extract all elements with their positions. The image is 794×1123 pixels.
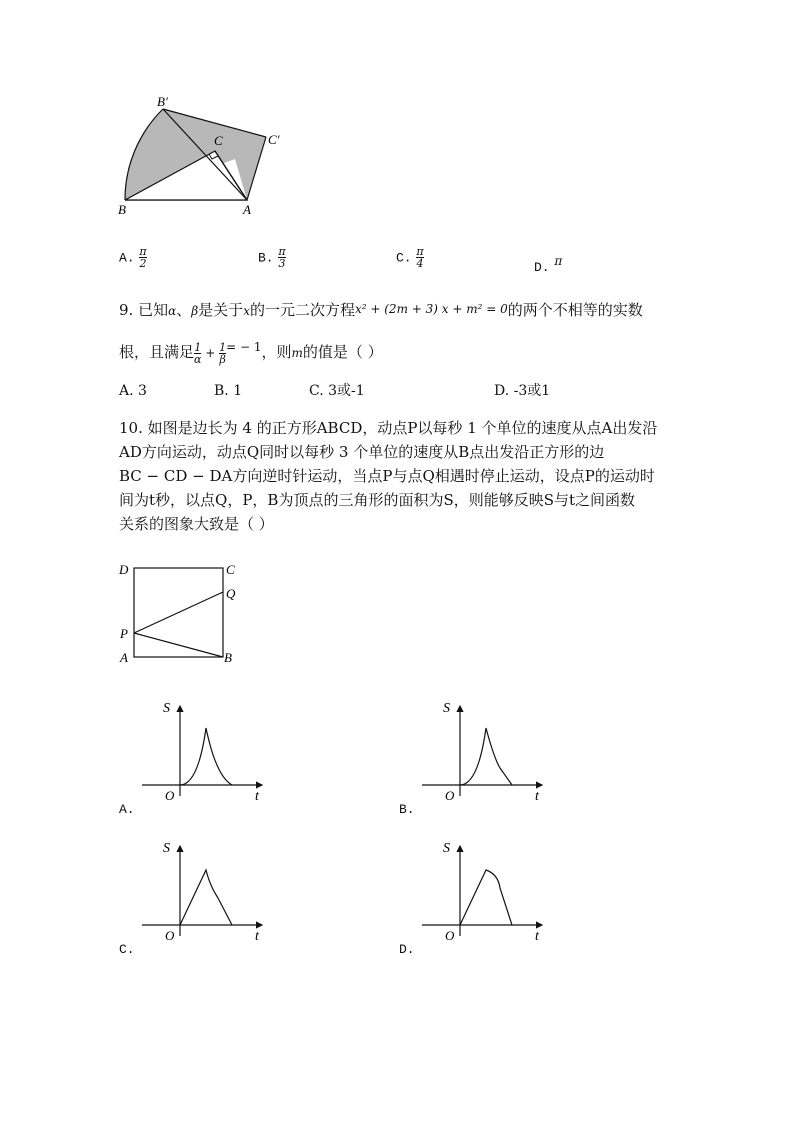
graph-option-a-label: A.: [119, 802, 135, 817]
svg-text:S: S: [163, 701, 170, 716]
q9-option-b[interactable]: B. 1: [214, 383, 243, 399]
svg-text:O: O: [165, 928, 175, 943]
q8-option-d[interactable]: D. $^\pi$: [534, 254, 563, 275]
q10-line2: AD方向运动，动点Q同时以每秒 3 个单位的速度从B点出发沿正方形的边: [119, 443, 605, 461]
svg-text:S: S: [163, 841, 170, 856]
q8-option-b[interactable]: B. $\frac{\pi}{3}$: [258, 245, 286, 270]
q10-line3: BC − CD − DA方向逆时针运动，当点P与点Q相遇时停止运动，设点P的运动时: [119, 467, 655, 485]
graph-option-c-label: C.: [119, 942, 135, 957]
q9-line1: 9. 已知α、β是关于x的一元二次方程x² + (2m + 3) x + m² = 0的两个不相等的实数: [119, 301, 643, 319]
q8-option-a[interactable]: A. $\frac{\pi}{2}$: [119, 245, 147, 270]
q10-line4: 间为t秒，以点Q，P，B为顶点的三角形的面积为S，则能够反映S与t之间函数: [119, 491, 636, 509]
sq-label-p: P: [120, 626, 128, 641]
label-c-prime: C′: [268, 132, 280, 147]
q9-option-c[interactable]: C. 3或-1: [309, 383, 365, 399]
q10-square-figure: [115, 558, 245, 670]
svg-text:t: t: [535, 929, 539, 944]
svg-text:S: S: [443, 841, 450, 856]
svg-text:t: t: [255, 789, 259, 804]
svg-text:O: O: [445, 788, 455, 803]
q9-line2: 根，且满足 $\frac{1}{\alpha}$ + $\frac{1}{\beta}$ $^{= - 1}$，则m的值是（ ）: [119, 340, 383, 366]
sq-label-c: C: [226, 562, 235, 577]
q9-option-a[interactable]: A. 3: [119, 383, 147, 399]
label-a: A: [243, 202, 251, 217]
graph-option-c[interactable]: [140, 838, 270, 948]
graph-option-a[interactable]: [140, 698, 270, 808]
graph-option-d[interactable]: [420, 838, 550, 948]
sq-label-b: B: [224, 650, 232, 665]
graph-option-b[interactable]: [420, 698, 550, 808]
sq-label-q: Q: [226, 586, 236, 601]
q10-line5: 关系的图象大致是（ ）: [119, 515, 274, 533]
svg-text:S: S: [443, 701, 450, 716]
svg-text:t: t: [255, 929, 259, 944]
svg-text:O: O: [165, 788, 175, 803]
sq-label-d: D: [119, 562, 129, 577]
svg-text:O: O: [445, 928, 455, 943]
q8-figure: [110, 90, 290, 220]
svg-text:t: t: [535, 789, 539, 804]
label-b-prime: B′: [157, 94, 168, 109]
sq-label-a: A: [120, 650, 128, 665]
q10-line1: 10. 如图是边长为 4 的正方形ABCD，动点P以每秒 1 个单位的速度从点A出发沿: [119, 419, 658, 437]
q9-option-d[interactable]: D. -3或1: [494, 383, 551, 399]
graph-option-b-label: B.: [399, 802, 415, 817]
label-c: C: [214, 133, 223, 148]
label-b: B: [118, 202, 126, 217]
q8-option-c[interactable]: C. $\frac{\pi}{4}$: [396, 245, 424, 270]
graph-option-d-label: D.: [399, 942, 415, 957]
